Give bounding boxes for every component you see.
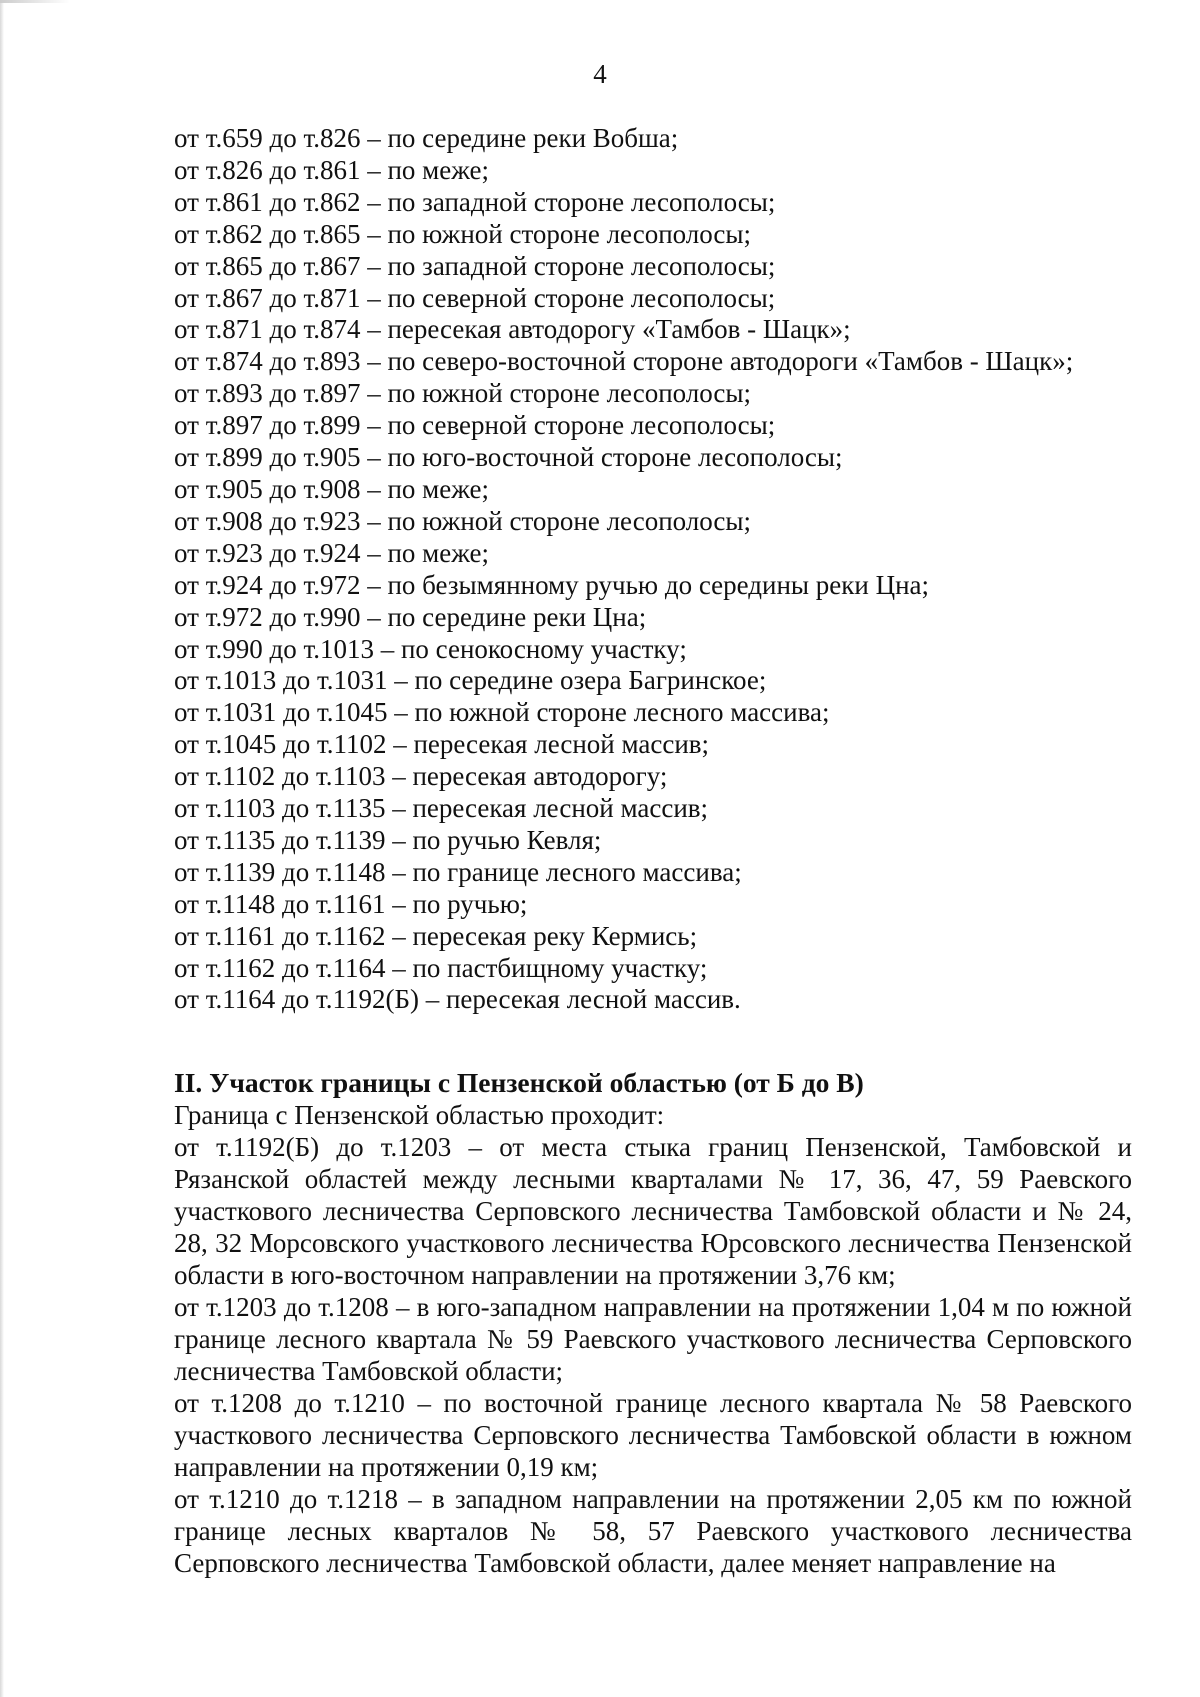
boundary-line: от т.1013 до т.1031 – по середине озера Багринское; (174, 665, 767, 696)
boundary-line: от т.861 до т.862 – по западной стороне лесополосы; (174, 186, 776, 217)
boundary-line-list (174, 123, 1134, 1016)
boundary-line: от т.923 до т.924 – по меже; (174, 537, 490, 568)
boundary-paragraph: от т.1203 до т.1208 – в юго-западном направлении на протяжении 1,04 м по южной границе лесного квартала № 59 Раевского участкового лесничества Серповского лесничества Тамбовской области; (174, 1292, 1132, 1386)
boundary-line: от т.1102 до т.1103 – пересекая автодорогу; (174, 761, 668, 792)
boundary-line: от т.1135 до т.1139 – по ручью Кевля; (174, 824, 602, 855)
boundary-line: от т.826 до т.861 – по меже; (174, 154, 490, 185)
boundary-line: от т.905 до т.908 – по меже; (174, 473, 490, 504)
boundary-line: от т.899 до т.905 – по юго-восточной стороне лесополосы; (174, 442, 843, 473)
boundary-line: от т.990 до т.1013 – по сенокосному участку; (174, 633, 687, 664)
boundary-line: от т.871 до т.874 – пересекая автодорогу «Тамбов - Шацк»; (174, 314, 851, 345)
boundary-line: от т.1139 до т.1148 – по границе лесного массива; (174, 856, 742, 887)
boundary-line: от т.908 до т.923 – по южной стороне лесополосы; (174, 505, 752, 536)
boundary-paragraph: от т.1192(Б) до т.1203 – от места стыка границ Пензенской, Тамбовской и Рязанской областей между лесными кварталами № 17, 36, 47, 59 Раевского участкового лесничества Серповского лесничества Тамбовской области и № 24, 28, 32 Морсовского участкового лесничества Юрсовского лесничества Пензенской области в юго-восточном направлении на протяжении 3,76 км; (174, 1132, 1132, 1290)
boundary-line: от т.1164 до т.1192(Б) – пересекая лесной массив. (174, 984, 741, 1015)
boundary-line: от т.893 до т.897 – по южной стороне лесополосы; (174, 378, 752, 409)
boundary-line: от т.867 до т.871 – по северной стороне лесополосы; (174, 282, 776, 313)
section-heading: II. Участок границы с Пензенской областью (от Б до В) (174, 1067, 864, 1098)
boundary-line: от т.862 до т.865 – по южной стороне лесополосы; (174, 218, 752, 249)
boundary-line: от т.874 до т.893 – по северо-восточной стороне автодороги «Тамбов - Шацк»; (174, 346, 1074, 377)
scan-edge-top (0, 0, 70, 3)
boundary-line: от т.1161 до т.1162 – пересекая реку Кермись; (174, 920, 698, 951)
boundary-line: от т.1103 до т.1135 – пересекая лесной массив; (174, 793, 709, 824)
section-penza-boundary (174, 1067, 1132, 1579)
boundary-line: от т.659 до т.826 – по середине реки Вобша; (174, 123, 679, 153)
boundary-line: от т.865 до т.867 – по западной стороне лесополосы; (174, 250, 776, 281)
boundary-paragraph: от т.1208 до т.1210 – по восточной границе лесного квартала № 58 Раевского участкового лесничества Серповского лесничества Тамбовской области в южном направлении на протяжении 0,19 км; (174, 1388, 1132, 1482)
boundary-line: от т.897 до т.899 – по северной стороне лесополосы; (174, 410, 776, 441)
boundary-paragraph: от т.1210 до т.1218 – в западном направлении на протяжении 2,05 км по южной границе лесных кварталов № 58, 57 Раевского участкового лесничества Серповского лесничества Тамбовской области, далее меняет направление на (174, 1484, 1132, 1578)
boundary-line: от т.1148 до т.1161 – по ручью; (174, 888, 528, 919)
boundary-line: от т.1031 до т.1045 – по южной стороне лесного массива; (174, 697, 830, 728)
boundary-line: от т.1162 до т.1164 – по пастбищному участку; (174, 952, 708, 983)
boundary-line: от т.972 до т.990 – по середине реки Цна; (174, 601, 647, 632)
scan-edge-left (0, 0, 4, 1697)
boundary-line: от т.1045 до т.1102 – пересекая лесной массив; (174, 729, 710, 760)
page-number: 4 (593, 59, 607, 89)
boundary-line: от т.924 до т.972 – по безымянному ручью до середины реки Цна; (174, 569, 930, 600)
section-intro: Граница с Пензенской областью проходит: (174, 1100, 665, 1130)
